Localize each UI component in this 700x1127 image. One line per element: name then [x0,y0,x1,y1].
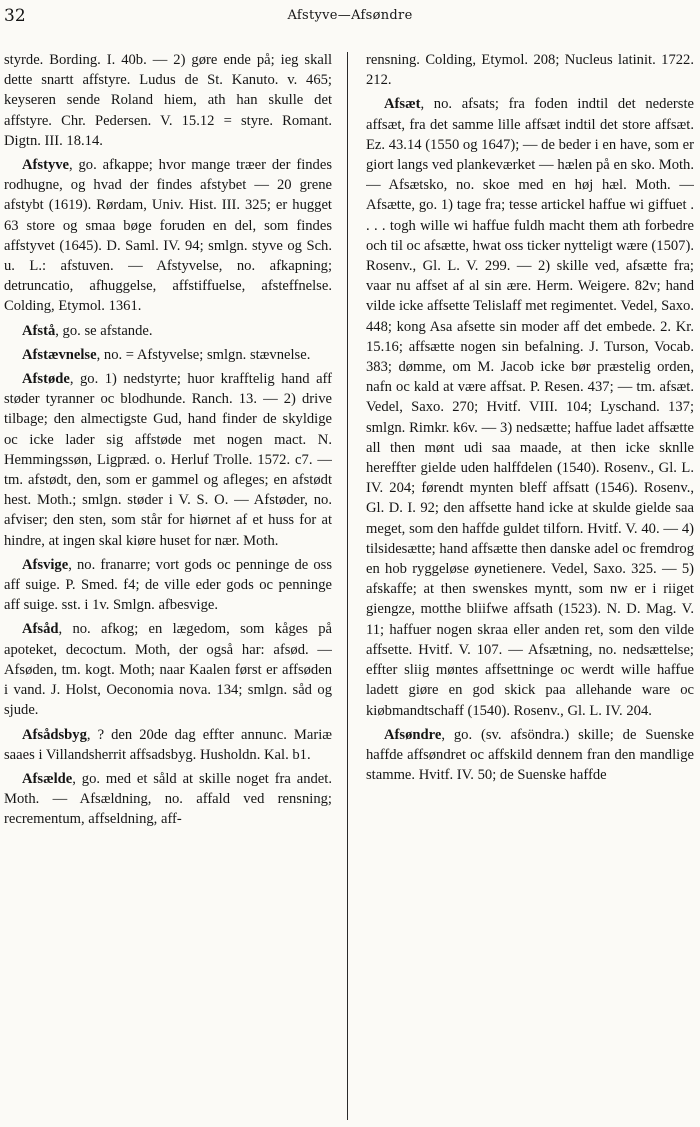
entry-headword: Afsæt [384,96,421,113]
right-column [366,50,694,1120]
entry-text: , no. afkog; en lægedom, som kåges på apoteket, decoctum. Moth, der også har: afsød. — Afsøden, tm. kogt. Moth; naar Kaalen først er affsøden i vand. J. Holst, Oeconomia nova. 134; smlgn. såd og sjude. [4,621,332,719]
dictionary-entry [4,769,332,830]
left-column [4,50,332,1120]
entry-text: rensning. Colding, Etymol. 208; Nucleus latinit. 1722. 212. [366,52,694,89]
page-header [0,0,700,34]
entry-text: , no. franarre; vort gods oc penninge de oss aff suige. P. Smed. f4; de ville eder gods oc penninge aff suige. sst. i 1v. Smlgn. afbesvige. [4,556,332,614]
entry-text: , go. afkappe; hvor mange træer der findes rodhugne, og hvad der findes afstybet — 20 grene afstybt (1619). Rørdam, Univ. Hist. III. 325; er hugget 63 store og smaa bøge foruden en del, som findes affstyvet (1645). D. Saml. IV. 94; smlgn. styve og Sch. u. L.: afstuven. — Afstyvelse, no. afkapning; detruncatio, afhuggelse, affstiffuelse, afsteffnelse. Colding, Etymol. 1361. [4,157,332,315]
entry-headword: Afsøndre [384,726,442,743]
page-number: 32 [4,6,26,26]
entry-headword: Afsælde [22,770,73,787]
entry-text: , go. (sv. afsöndra.) skille; de Suenske haffde affsøndret oc affskild dennem fran den mandlige stamme. Hvitf. IV. 50; de Suenske haffde [366,726,694,784]
entry-headword: Afstævnelse [22,346,97,363]
dictionary-entry [4,619,332,720]
entry-headword: Afsvige [22,556,69,573]
entry-headword: Afstøde [22,371,70,388]
entry-text: , no. = Afstyvelse; smlgn. stævnelse. [96,346,311,363]
entry-headword: Afstå [22,322,56,339]
dictionary-entry [4,50,332,151]
entry-headword: Afsådsbyg [22,726,87,743]
entry-text: , go. se afstande. [55,322,153,339]
dictionary-entry [366,725,694,786]
entry-text: , ? den 20de dag effter annunc. Mariæ saaes i Villandsherrit affsadsbyg. Husholdn. Kal. b1. [4,726,332,763]
dictionary-entry [4,345,332,365]
entry-headword: Afstyve [22,157,70,174]
entry-headword: Afsåd [22,621,59,638]
dictionary-entry [4,725,332,765]
entry-text: , no. afsats; fra foden indtil det nederste affsæt, fra det samme lille affsæt indtil det store affsæt. Ez. 43.14 (1550 og 1647); — de beder i en have, som er giort langs ved plankeværket — hælen på en sko. Moth. — Afsætsko, no. skoe med en høj hæl. Moth. — Afsætte, go. 1) tage fra; tesse artickel haffue wi giffuet . . . . togh wille wi haffue fuldh macht them ath forbedre och til oc afsætte, hwat oss ticker nytteligt wære (1507). Rosenv., Gl. L. V. 299. — 2) skille ved, afsætte fra; vaar nu affset af al sin ære. Herm. Weigere. 82v; hand vilde icke affsette Telislaff met regimentet. Vedel, Saxo. 448; kong Asa afsette sin moder aff det embede. 2. Kr. 15.16; affsætte nogen sin befalning. J. Turson, Vocab. 383; dømme, om M. Jacob icke bør præstelig orden, nafn oc kald at være affsat. P. Resen. 437; — tm. afsæt. Vedel, Saxo. 270; Hvitf. VIII. 104; Lyschand. 137; smlgn. Rimkr. k6v. — 3) nedsætte; haffue ladet affsætte all then mønt udi saa maade, at then icke sknlle hereffter gielde uden halffdelen (1540). Rosenv., Gl. L. IV. 204; førendt mynten bleff affsatt (1546). Rosenv., Gl. D. I. 92; den affsette hand icke at skulde gielde saa meget, som den haffde guldet tilforn. Hvitf. V. 40. — 4) tilsidesætte; hand affsætte then danske adel oc fremdrog en hob ryggeløse øynetienere. Vedel, Saxo. 325. — 5) afskaffe; at then swenskes myntt, som nw er i riiget giengze, motthe bliifwe affsath (1523). N. D. Mag. V. 11; haffuer nogen skraa eller anden ret, som den vilde affsette. Hvitf. V. 107. — Afsætning, no. nedsættelse; effter sliig møntes affsettninge oc werdt wille haffue ladett giøre en god skick paa allehande ware oc kiøbmandtschaff (1540). Rosenv., Gl. L. IV. 204. [366,96,694,719]
column-divider [347,52,348,1120]
entry-text: , go. 1) nedstyrte; huor krafftelig hand aff støder tyranner oc blodhunde. Ranch. 13. — 2) drive tilbage; den almectigste Gud, hand finder de skyldige oc icke lader sig affstøde met nogen mact. N. Hemmingssøn, Ligpræd. o. Herluf Trolle. 1572. c7. — tm. afstødt, den, som er gammel og afleges; en afstødt hest. Moth.; smlgn. støder i V. S. O. — Afstøder, no. afviser; den sten, som står for hiørnet af et huss for at hindre, at ingen skal kiøre huset for nær. Moth. [4,371,332,549]
dictionary-entry [4,369,332,551]
dictionary-entry [366,94,694,720]
dictionary-entry [4,155,332,317]
entry-text: styrde. Bording. I. 40b. — 2) gøre ende på; ieg skall dette snartt affstyre. Ludus de St. Kanuto. v. 465; keyseren sende Roland hiem, ath han skulle det affstyre. Chr. Pedersen. V. 15.12 = styre. Romant. Digtn. III. 18.14. [4,52,332,149]
running-head: Afstyve—Afsøndre [287,8,413,23]
entry-text: , go. med et såld at skille noget fra andet. Moth. — Afsældning, no. affald ved rensning; recrementum, affseldning, aff- [4,770,332,828]
dictionary-entry [366,50,694,90]
dictionary-entry [4,321,332,341]
dictionary-entry [4,555,332,616]
